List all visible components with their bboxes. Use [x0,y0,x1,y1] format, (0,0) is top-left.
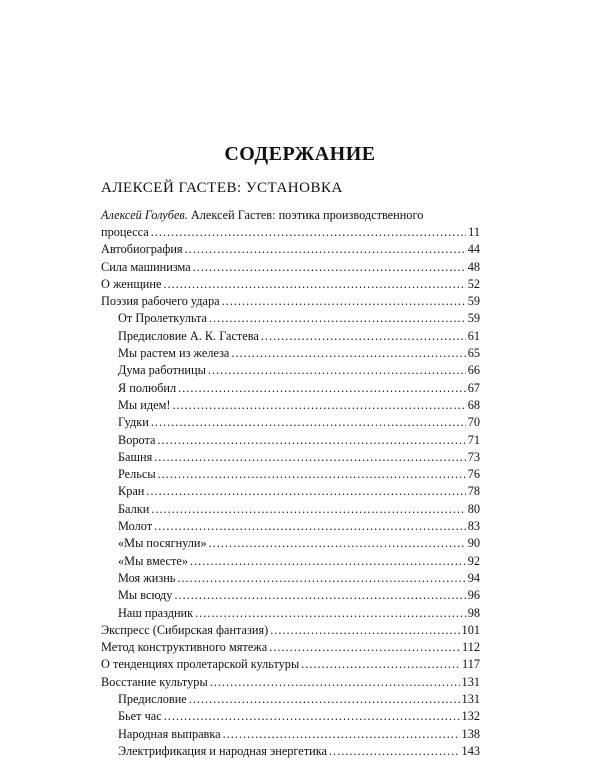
toc-entry-page-number: 71 [467,432,480,447]
dot-leader [209,535,466,552]
dot-leader [329,743,460,760]
toc-entry-page-number: 65 [467,346,480,361]
dot-leader [210,674,460,691]
toc-entry-page-number: 59 [467,294,480,309]
toc-entry-page-number: 112 [462,640,480,655]
toc-entry [101,535,480,552]
dot-leader [172,397,465,414]
toc-entry-title: Народная выправка [118,726,221,741]
toc-entry [101,708,480,725]
dot-leader [231,345,465,362]
toc-entry-page-number: 59 [467,311,480,326]
dot-leader [195,605,466,622]
section-title: АЛЕКСЕЙ ГАСТЕВ: УСТАНОВКА [101,180,343,196]
toc-entry-page-number: 48 [467,259,480,274]
dot-leader [157,432,465,449]
dot-leader [151,414,466,431]
toc-entry [101,691,480,708]
toc-intro-entry-line2 [101,224,480,241]
toc-entry [101,726,480,743]
toc-entry-title: Предисловие А. К. Гастева [118,328,259,343]
toc-entry [101,449,480,466]
intro-title-line2: процесса [101,225,149,239]
toc-entry [101,414,480,431]
toc-entry [101,656,480,673]
dot-leader [154,449,465,466]
dot-leader [270,622,459,639]
dot-leader [163,276,465,293]
dot-leader [178,380,466,397]
toc-entry-page-number: 76 [467,467,480,482]
toc-entry-title: Моя жизнь [118,570,176,585]
toc-entry-title: Кран [118,484,145,499]
toc-entry-title: Молот [118,519,153,534]
dot-leader [190,553,466,570]
dot-leader [185,241,466,258]
toc-entry-page-number: 96 [467,588,480,603]
toc-entry-page-number: 90 [467,536,480,551]
toc-entry-title: Балки [118,501,150,516]
toc-entry-page-number: 44 [467,242,480,257]
toc-entry-page-number: 101 [461,622,480,637]
toc-entry-page-number: 80 [467,501,480,516]
toc-entry [101,622,480,639]
intro-author: Алексей Голубев. [101,208,188,222]
toc-entry-page-number: 52 [467,276,480,291]
toc-entry-page-number: 67 [467,380,480,395]
dot-leader [193,259,466,276]
toc-entry [101,345,480,362]
dot-leader [222,293,466,310]
toc-entry-title: Ворота [118,432,156,447]
toc-entry [101,674,480,691]
toc-entry [101,362,480,379]
toc-entry-page-number: 98 [467,605,480,620]
dot-leader [189,691,460,708]
toc-entry-title: Мы растем из железа [118,346,230,361]
toc-entry-page-number: 138 [461,726,480,741]
page-title: СОДЕРЖАНИЕ [224,143,376,165]
dot-leader [146,483,465,500]
toc-entry-title: Экспресс (Сибирская фантазия) [101,622,269,637]
toc-entry-page-number: 68 [467,397,480,412]
toc-entry-title: Поэзия рабочего удара [101,294,220,309]
toc-entry-page-number: 70 [467,415,480,430]
table-of-contents [101,207,480,760]
toc-entry-title: Башня [118,449,153,464]
toc-entry-page-number: 78 [467,484,480,499]
toc-entry-title: Наш праздник [118,605,194,620]
dot-leader [164,708,460,725]
toc-entry [101,518,480,535]
toc-entry-title: Рельсы [118,467,156,482]
toc-entry-title: Мы всюду [118,588,173,603]
toc-entry [101,380,480,397]
intro-page-number: 11 [468,225,480,239]
toc-entry-page-number: 131 [461,674,480,689]
toc-entry [101,483,480,500]
toc-entry-title: Метод конструктивного мятежа [101,640,268,655]
toc-entry-title: Электрификация и народная энергетика [118,743,327,758]
toc-entry-title: Мы идем! [118,397,171,412]
toc-entry-title: Дума работницы [118,363,206,378]
toc-entry-page-number: 132 [461,709,480,724]
toc-entry-page-number: 66 [467,363,480,378]
toc-entry-title: Сила машинизма [101,259,191,274]
toc-entry [101,587,480,604]
toc-entry-title: Автобиография [101,242,183,257]
toc-entry-title: О тенденциях пролетарской культуры [101,657,300,672]
toc-entry [101,605,480,622]
toc-entry [101,466,480,483]
toc-entry-page-number: 131 [461,692,480,707]
toc-entry [101,553,480,570]
toc-entry-page-number: 117 [462,657,480,672]
dot-leader [174,587,465,604]
toc-entry [101,501,480,518]
toc-entry [101,328,480,345]
toc-entry-title: Предисловие [118,692,187,707]
dot-leader [301,656,460,673]
toc-entry [101,743,480,760]
toc-entry-title: «Мы посягнули» [118,536,207,551]
toc-entry-title: Я полюбил [118,380,177,395]
toc-entry-page-number: 94 [467,570,480,585]
toc-entry [101,310,480,327]
toc-entry-page-number: 143 [461,743,480,758]
toc-entry [101,241,480,258]
toc-entry [101,570,480,587]
dot-leader [154,518,466,535]
dot-leader [208,362,466,379]
toc-entry-title: Восстание культуры [101,674,208,689]
toc-entry [101,259,480,276]
dot-leader [151,224,466,241]
dot-leader [151,501,465,518]
toc-entry-title: Бьет час [118,709,162,724]
toc-entry-title: От Пролеткульта [118,311,207,326]
dot-leader [269,639,460,656]
toc-entry-page-number: 61 [467,328,480,343]
toc-entry-title: «Мы вместе» [118,553,188,568]
toc-entry [101,432,480,449]
toc-entry [101,276,480,293]
toc-entry [101,397,480,414]
dot-leader [177,570,465,587]
toc-entry-page-number: 73 [467,449,480,464]
toc-entry-title: О женщине [101,276,162,291]
toc-intro-entry [101,207,480,223]
toc-entry [101,639,480,656]
toc-entry-page-number: 83 [467,519,480,534]
toc-entry [101,293,480,310]
toc-entry-page-number: 92 [467,553,480,568]
intro-title-line1: Алексей Гастев: поэтика производственного [187,208,424,222]
toc-entries [101,241,480,760]
dot-leader [223,726,460,743]
toc-entry-title: Гудки [118,415,149,430]
dot-leader [158,466,466,483]
dot-leader [209,310,466,327]
dot-leader [261,328,466,345]
